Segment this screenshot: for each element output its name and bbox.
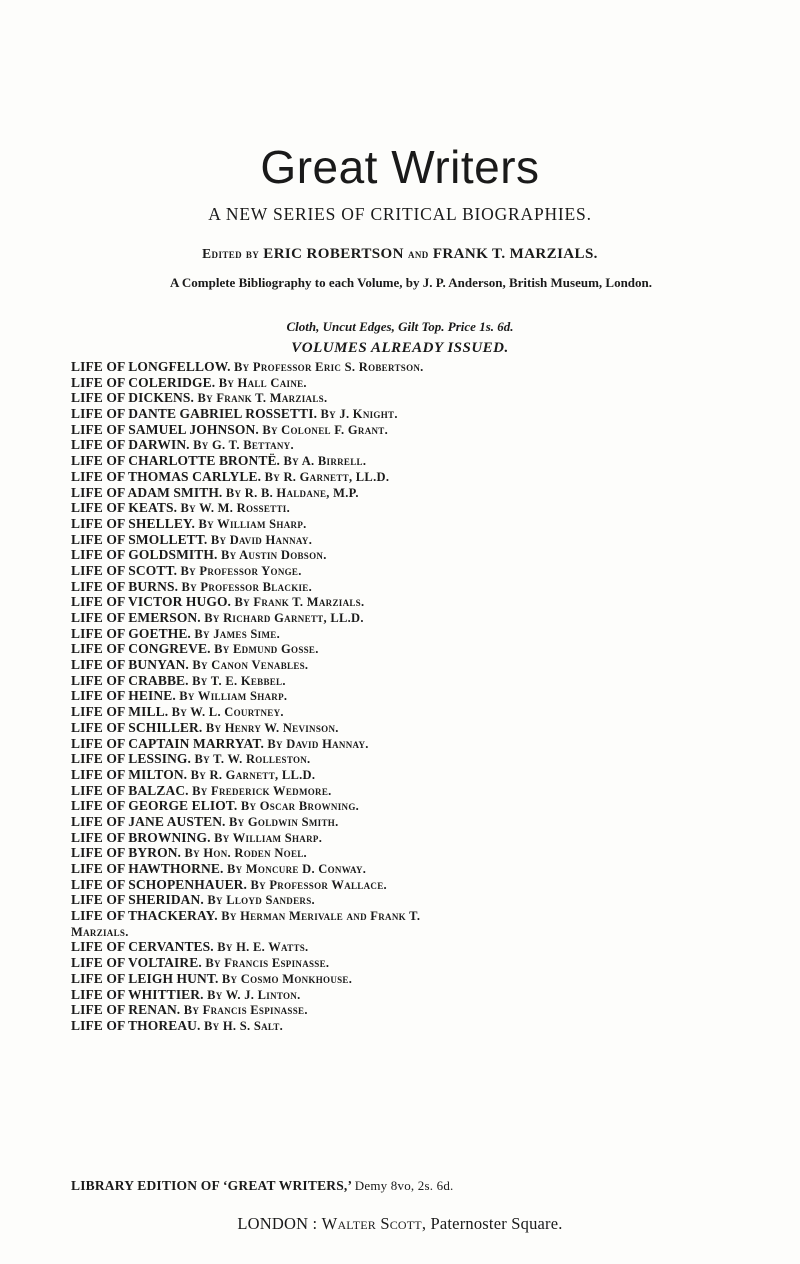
volume-title: LIFE OF WHITTIER. (71, 986, 204, 1002)
volume-author: By William Sharp. (214, 830, 323, 845)
volume-row (71, 390, 771, 406)
volumes-heading: VOLUMES ALREADY ISSUED. (291, 340, 509, 356)
volume-author: By Professor Eric S. Robertson. (234, 360, 424, 374)
volume-author: By Professor Wallace. (250, 877, 387, 892)
volume-title: LIFE OF VICTOR HUGO. (71, 594, 232, 610)
volume-title: LIFE OF LEIGH HUNT. (71, 970, 219, 986)
volume-row (71, 767, 771, 783)
volume-row (71, 720, 771, 736)
volume-row (71, 751, 771, 767)
volume-author: By H. S. Salt. (203, 1018, 284, 1033)
volume-author: By Oscar Browning. (240, 799, 360, 814)
volume-row (71, 955, 771, 971)
volume-title: LIFE OF SCOTT. (71, 562, 178, 578)
volume-author: By G. T. Bettany. (193, 438, 294, 453)
volume-title: LIFE OF GOLDSMITH. (71, 547, 218, 563)
volume-title: LIFE OF BUNYAN. (71, 657, 189, 673)
volume-row (71, 877, 771, 893)
volume-title: LIFE OF ADAM SMITH. (71, 484, 223, 500)
volume-author: By David Hannay. (267, 736, 369, 751)
volumes-list (71, 359, 771, 1034)
volume-author: By Austin Dobson. (220, 548, 327, 563)
volume-row (71, 987, 771, 1003)
volume-row (71, 516, 771, 532)
price-line: Cloth, Uncut Edges, Gilt Top. Price 1s. 6d. (286, 319, 514, 334)
volume-author: By Hall Caine. (218, 375, 307, 390)
volume-title: LIFE OF THACKERAY. (71, 908, 218, 924)
volume-title: LIFE OF THOMAS CARLYLE. (71, 468, 262, 484)
volume-author: By Herman Merivale and Frank T. (221, 909, 421, 924)
volume-row (71, 375, 771, 391)
volume-row (71, 688, 771, 704)
volume-author: By R. B. Haldane, M.P. (225, 485, 359, 500)
publisher-name: Walter Scott, (321, 1214, 427, 1233)
volume-row (71, 924, 771, 940)
volume-author: By Frank T. Marzials. (234, 595, 365, 610)
volume-author: By Professor Blackie. (181, 579, 313, 594)
page-title: Great Writers (260, 141, 540, 193)
volume-title: LIFE OF THOREAU. (71, 1017, 201, 1033)
volume-row (71, 798, 771, 814)
volume-row (71, 736, 771, 752)
editor-1: ERIC ROBERTSON (263, 246, 404, 262)
volume-title: LIFE OF RENAN. (71, 1002, 181, 1018)
volume-title: LIFE OF GOETHE. (71, 625, 191, 641)
volume-title: LIFE OF SHELLEY. (71, 515, 196, 531)
volume-author: By Richard Garnett, LL.D. (204, 611, 364, 625)
volume-author: By Canon Venables. (192, 658, 309, 673)
volume-row (71, 1018, 771, 1034)
volume-row (71, 830, 771, 846)
volume-row (71, 532, 771, 548)
volume-title: LIFE OF MILTON. (71, 766, 188, 782)
volume-title: LIFE OF GEORGE ELIOT. (71, 798, 238, 814)
volume-title: LIFE OF BYRON. (71, 845, 182, 861)
volume-title: LIFE OF SMOLLETT. (71, 531, 208, 547)
library-edition-price: Demy 8vo, 2s. 6d. (354, 1178, 454, 1193)
volume-author: By Lloyd Sanders. (207, 893, 315, 908)
volume-title: LIFE OF EMERSON. (71, 610, 201, 625)
editor-2: FRANK T. MARZIALS. (432, 246, 598, 262)
volume-title: LIFE OF VOLTAIRE. (71, 955, 202, 971)
volume-title: LIFE OF KEATS. (71, 500, 178, 516)
volume-author: By Hon. Roden Noel. (184, 846, 307, 861)
volume-author: By William Sharp. (179, 689, 288, 704)
volume-title: LIFE OF SCHOPENHAUER. (71, 876, 247, 892)
volume-author: By Moncure D. Conway. (226, 862, 367, 876)
volume-author: By Goldwin Smith. (229, 814, 339, 829)
volume-author: By Henry W. Nevinson. (205, 720, 339, 735)
volume-author: By Cosmo Monkhouse. (221, 971, 353, 986)
volume-title: LIFE OF CERVANTES. (71, 939, 214, 955)
volume-author: By R. Garnett, LL.D. (190, 767, 316, 782)
volume-row (71, 359, 771, 375)
volume-row (71, 1002, 771, 1018)
bibliography-note: A Complete Bibliography to each Volume, by J. P. Anderson, British Museum, London. (169, 275, 653, 290)
volume-author: By James Sime. (194, 626, 281, 641)
volume-title: LIFE OF BROWNING. (71, 829, 211, 845)
volume-title: LIFE OF BALZAC. (71, 782, 189, 798)
volume-row (71, 547, 771, 563)
volume-title: LIFE OF CRABBE. (71, 672, 189, 688)
volume-title: LIFE OF CAPTAIN MARRYAT. (71, 735, 264, 751)
volume-author: By William Sharp. (198, 516, 307, 531)
volume-row (71, 626, 771, 642)
volume-row (71, 437, 771, 453)
volume-author: By David Hannay. (210, 532, 313, 547)
volume-title: LIFE OF COLERIDGE. (71, 374, 216, 390)
volume-row (71, 704, 771, 720)
volume-author: By R. Garnett, LL.D. (264, 469, 390, 484)
volume-row (71, 861, 771, 877)
volume-row (71, 594, 771, 610)
volume-title: LIFE OF CHARLOTTE BRONTË. (71, 453, 281, 469)
volume-row (71, 469, 771, 485)
volume-author: By Edmund Gosse. (214, 642, 319, 657)
volume-author: By Frederick Wedmore. (192, 783, 332, 798)
volume-row (71, 657, 771, 673)
volume-author: By W. J. Linton. (207, 987, 301, 1002)
volume-title: LIFE OF CONGREVE. (71, 641, 211, 657)
volume-row (71, 908, 771, 924)
volume-title: LIFE OF LONGFELLOW. (71, 359, 231, 374)
publisher-address: Paternoster Square. (430, 1214, 563, 1233)
library-edition-line (71, 1178, 771, 1194)
volume-title: LIFE OF JANE AUSTEN. (71, 813, 226, 829)
volume-row (71, 500, 771, 516)
volume-title: LIFE OF LESSING. (71, 751, 192, 767)
volume-row (71, 610, 771, 626)
and-label: and (407, 246, 429, 261)
volume-row (71, 673, 771, 689)
volume-title: LIFE OF HAWTHORNE. (71, 861, 224, 876)
volume-row (71, 453, 771, 469)
library-edition-title: LIBRARY EDITION OF ‘GREAT WRITERS,’ (71, 1178, 352, 1193)
volume-row (71, 406, 771, 422)
volume-row (71, 641, 771, 657)
volume-author: Marzials. (71, 924, 129, 939)
volume-row (71, 422, 771, 438)
publisher-city: LONDON : (237, 1214, 318, 1233)
volume-author: By Colonel F. Grant. (262, 422, 389, 437)
volume-row (71, 783, 771, 799)
edited-by-label: Edited by (202, 246, 260, 261)
volume-author: By J. Knight. (320, 407, 398, 422)
volume-row (71, 845, 771, 861)
volume-row (71, 814, 771, 830)
volume-author: By Francis Espinasse. (183, 1003, 308, 1018)
volume-author: By W. M. Rossetti. (180, 501, 290, 516)
volume-title: LIFE OF DANTE GABRIEL ROSSETTI. (71, 406, 318, 422)
volume-title: LIFE OF DARWIN. (71, 437, 190, 453)
volume-title: LIFE OF HEINE. (71, 688, 176, 704)
editors-line (0, 246, 800, 263)
volume-author: By T. E. Kebbel. (192, 673, 286, 688)
volume-row (71, 563, 771, 579)
volume-author: By W. L. Courtney. (171, 705, 284, 720)
volume-author: By Frank T. Marzials. (197, 391, 328, 406)
volume-author: By A. Birrell. (283, 454, 367, 469)
volume-title: LIFE OF MILL. (71, 704, 169, 720)
series-subtitle: A NEW SERIES OF CRITICAL BIOGRAPHIES. (208, 204, 592, 224)
volume-title: LIFE OF SHERIDAN. (71, 892, 204, 908)
volume-author: By H. E. Watts. (217, 940, 309, 955)
volume-row (71, 485, 771, 501)
volume-title: LIFE OF SCHILLER. (71, 719, 203, 735)
volume-row (71, 939, 771, 955)
volume-author: By Francis Espinasse. (205, 956, 330, 971)
volume-row (71, 579, 771, 595)
volume-row (71, 892, 771, 908)
publisher-line (0, 1214, 800, 1234)
volume-title: LIFE OF BURNS. (71, 578, 179, 594)
volume-author: By T. W. Rolleston. (194, 752, 311, 767)
volume-title: LIFE OF DICKENS. (71, 390, 194, 406)
volume-author: By Professor Yonge. (180, 563, 302, 578)
volume-title: LIFE OF SAMUEL JOHNSON. (71, 421, 259, 437)
volume-row (71, 971, 771, 987)
